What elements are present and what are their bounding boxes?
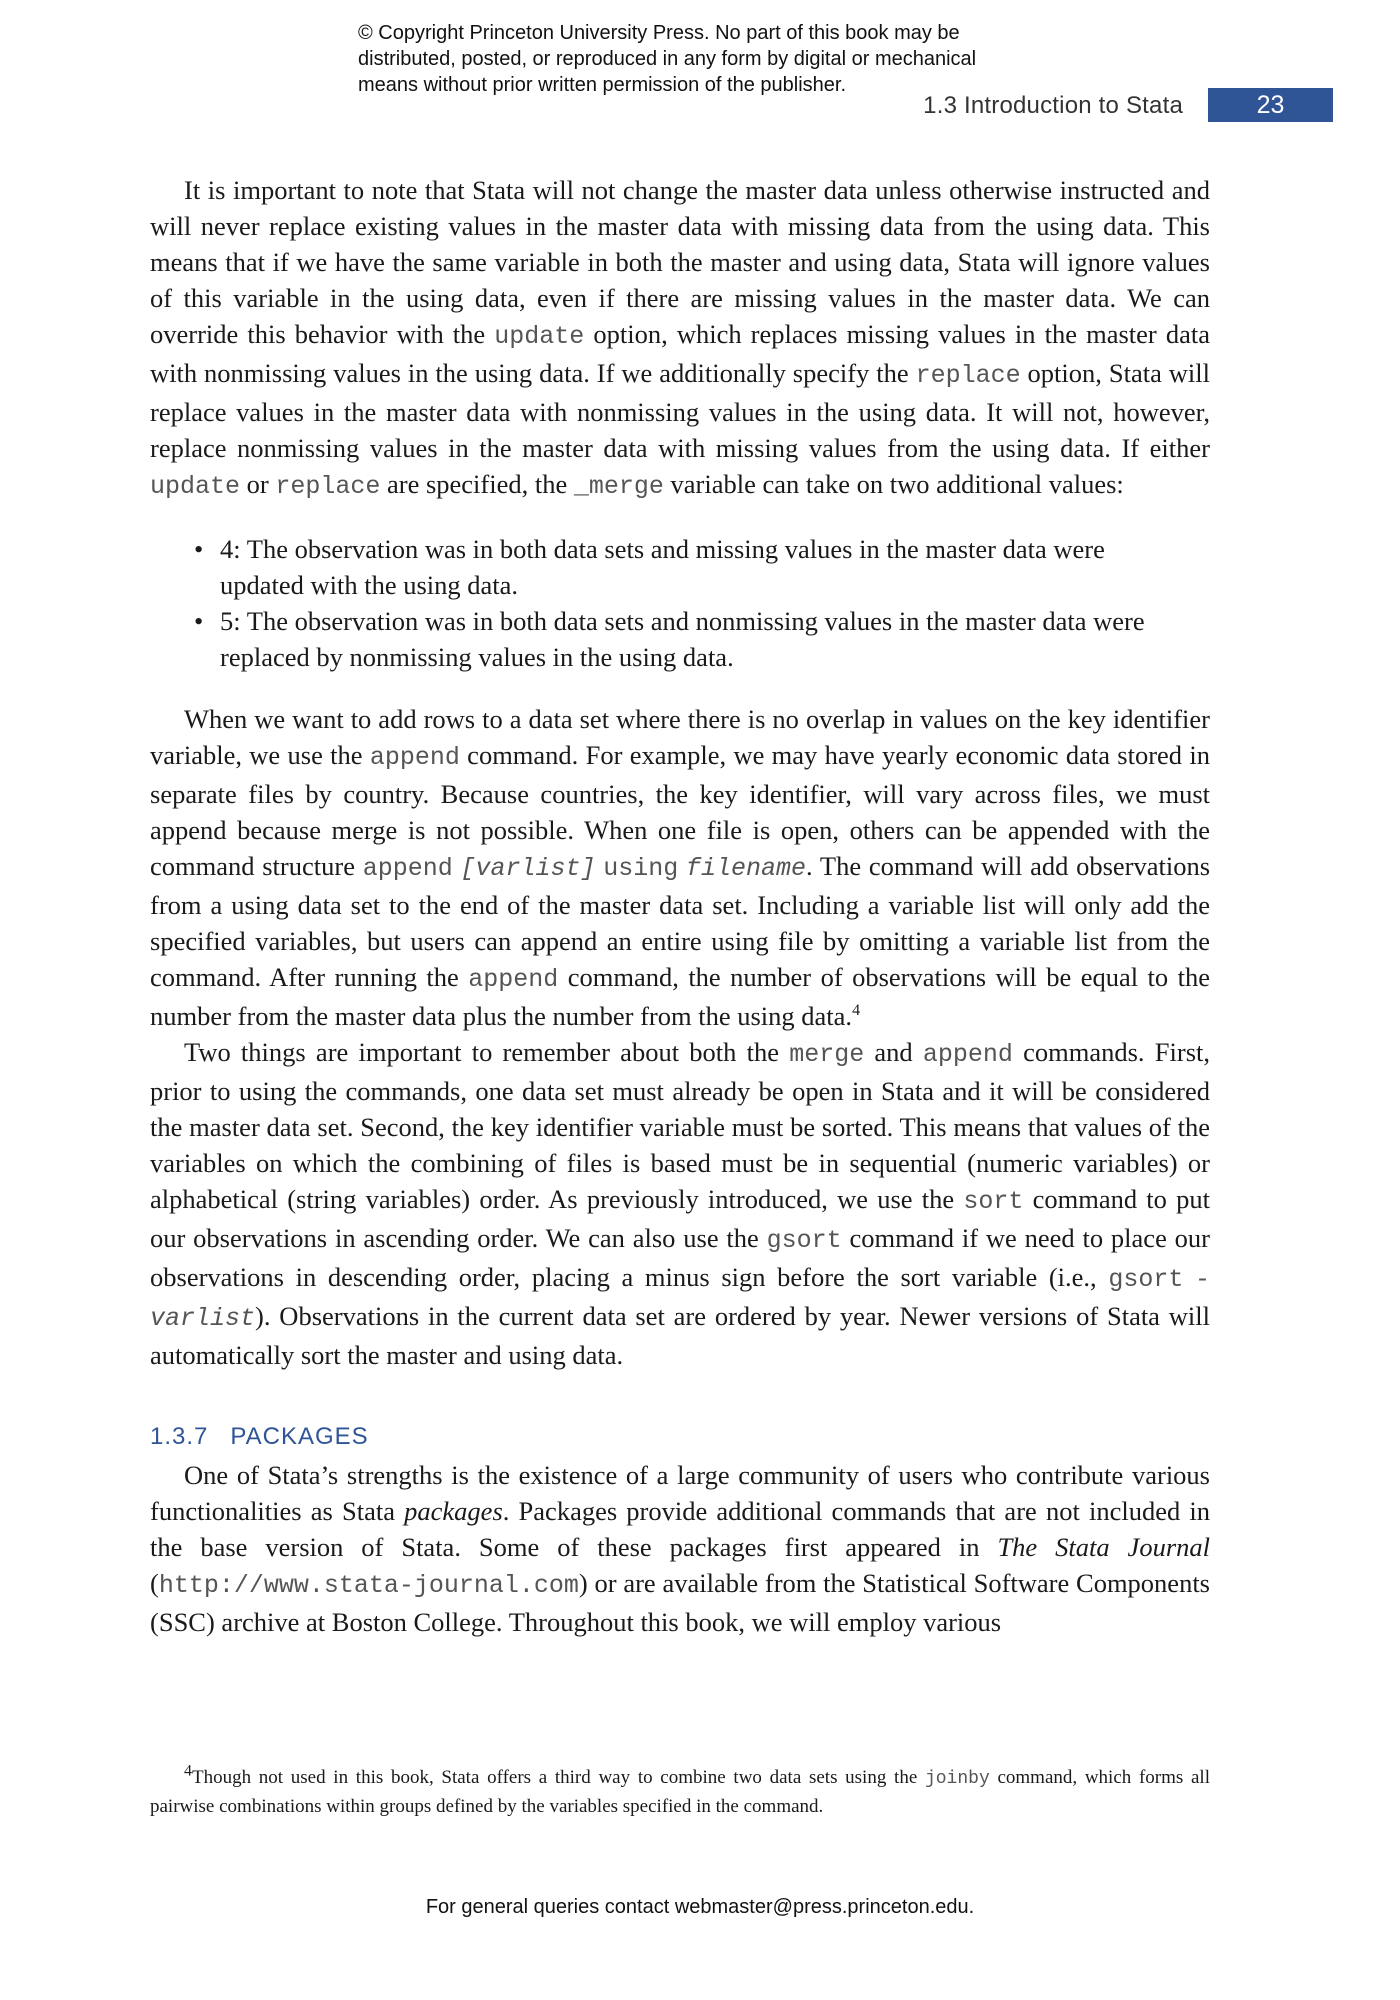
paragraph: One of Stata’s strengths is the existence of a large community of users who contribute various functionalities as Stata packages. Packages provide additional commands that are not included in the base version of Stata. Some of these packages first appeared in The Stata Journal (http://www.stata-journal.com) or are available from the Statistical Software Components (SSC) archive at Boston College. Throughout this book, we will employ various (150, 1460, 1210, 1637)
footnote-mark: 4 (184, 1762, 192, 1780)
code-merge: merge (789, 1040, 865, 1069)
footer-contact: For general queries contact webmaster@press.princeton.edu. (425, 1896, 975, 1918)
code-using: using (603, 854, 679, 883)
code-append: append (369, 743, 460, 772)
paragraph: It is important to note that Stata will not change the master data unless otherwise instructed and will never replace existing values in the master data with missing data from the using data. This means that if we have the same variable in both the master and using data, Stata will ignore values of this variable in the using data, even if there are missing values in the master data. We can override this behavior with the update option, which replaces missing values in the master data with nonmissing values in the using data. If we additionally specify the replace option, Stata will replace values in the master data with nonmissing values in the using data. It will not, however, replace nonmissing values in the master data with missing values from the using data. If either update or replace are specified, the _merge variable can take on two additional values: (150, 175, 1211, 501)
term-packages: packages (404, 1496, 503, 1526)
copyright-line: means without prior written permission of the publisher. (358, 74, 847, 96)
footnote: $^4$Though not used in this book, Stata offers a third way to combine two data sets using the joinby command, which forms all pairwise combinations within groups defined by the variables specified in the command. (150, 1762, 1210, 1817)
code-replace: replace (915, 361, 1021, 390)
main-text (150, 172, 1210, 1640)
section-heading (150, 1419, 1210, 1455)
paragraph: Two things are important to remember about both the merge and append commands. First, prior to using the commands, one data set must already be open in Stata and it will be considered the master data set. Second, the key identifier variable must be sorted. This means that values of the variables on which the combining of files is based must be in sequential (numeric variables) or alphabetical (string variables) order. As previously introduced, we use the sort command to put our observations in ascending order. We can also use the gsort command if we need to place our observations in descending order, placing a minus sign before the sort variable (i.e., gsort -varlist). Observations in the current data set are ordered by year. Newer versions of Stata will automatically sort the master and using data. (150, 1037, 1211, 1370)
copyright-line: distributed, posted, or reproduced in any form by digital or mechanical (358, 48, 977, 70)
code-minus-varlist: -varlist (150, 1265, 1211, 1333)
code-joinby: joinby (924, 1769, 990, 1789)
footnote-ref: 4 (852, 1002, 861, 1020)
paragraph: When we want to add rows to a data set where there is no overlap in values on the key identifier variable, we use the append command. For example, we may have yearly economic data stored in separate files by country. Because countries, the key identifier, will vary across files, we must append because merge is not possible. When one file is open, others can be appended with the command structure append [varlist] using filename. The command will add observations from a using data set to the end of the master data set. Including a variable list will only add the specified variables, but users can append an entire using file by omitting a variable list from the command. After running the append command, the number of observations will be equal to the number from the master data plus the number from the using data.$^4$ (150, 704, 1211, 1031)
section-title: PACKAGES (230, 1423, 369, 1450)
code-gsort: gsort (1108, 1265, 1184, 1294)
copyright-notice (358, 20, 1058, 98)
list-item: • 4: The observation was in both data sets and missing values in the master data were updated with the using data. (220, 531, 1210, 603)
journal-title: The Stata Journal (997, 1532, 1210, 1562)
code-append: append (468, 965, 559, 994)
code-filename: filename (686, 854, 807, 883)
code-sort: sort (963, 1187, 1024, 1216)
journal-url: http://www.stata-journal.com (158, 1571, 579, 1600)
code-gsort: gsort (766, 1226, 842, 1255)
copyright-line: © Copyright Princeton University Press. No part of this book may be (358, 22, 960, 44)
running-head: 1.3 Introduction to Stata (923, 92, 1183, 119)
bullet-list (150, 531, 1210, 675)
code-update: update (150, 472, 241, 501)
page-number: 23 (1208, 88, 1333, 122)
code-append: append (362, 854, 453, 883)
section-number: 1.3.7 (150, 1423, 209, 1450)
code-replace: replace (275, 472, 381, 501)
code-update: update (494, 322, 585, 351)
code-merge-var: _merge (573, 472, 664, 501)
code-varlist: [varlist] (460, 854, 596, 883)
list-item: • 5: The observation was in both data sets and nonmissing values in the master data were replaced by nonmissing values in the using data. (220, 603, 1210, 675)
code-append: append (922, 1040, 1013, 1069)
